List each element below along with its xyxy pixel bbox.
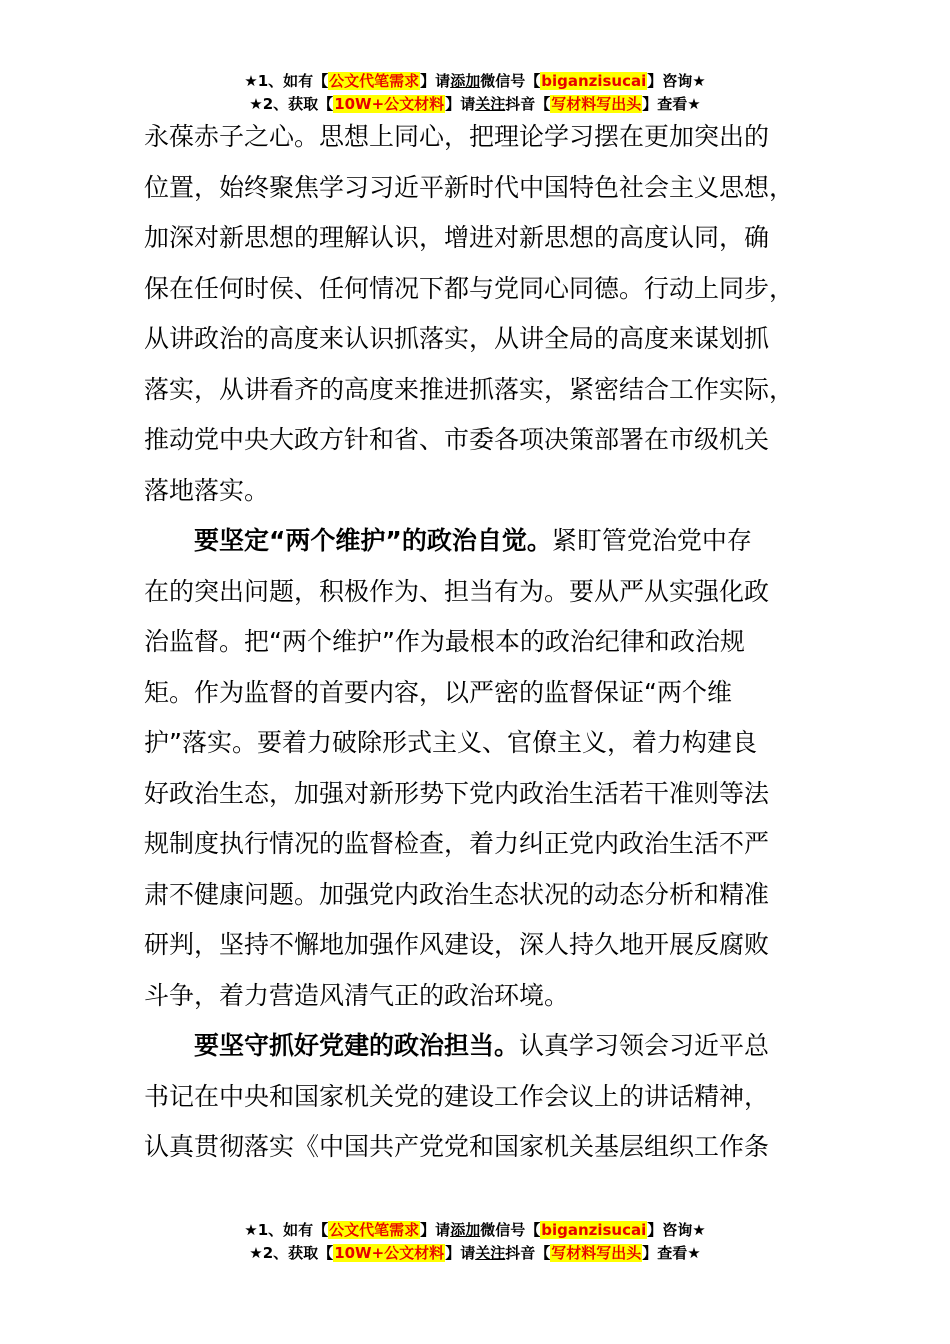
paragraph-first-line: 要坚守抓好党建的政治担当。认真学习领会习近平总 [194, 1031, 770, 1060]
banner-highlight: 写材料写出头 [551, 1244, 642, 1262]
paragraph-heading: 要坚守抓好党建的政治担当。 [194, 1031, 520, 1060]
text-line: 位置，始终聚焦学习习近平新时代中国特色社会主义思想， [144, 172, 795, 202]
text-line: 书记在中央和国家机关党的建设工作会议上的讲话精神， [144, 1081, 770, 1111]
banner-line-2: ★2、获取【10W+公文材料】请关注抖音【写材料写出头】查看★ [249, 1244, 701, 1262]
text-line: 斗争，着力营造风清气正的政治环境。 [144, 980, 570, 1010]
text-line: 护”落实。要着力破除形式主义、官僚主义，着力构建良 [144, 728, 757, 757]
text-line: 研判，坚持不懈地加强作风建设，深人持久地开展反腐败 [144, 930, 770, 959]
banner-highlight: 写材料写出头 [551, 95, 642, 113]
text-line: 推动党中央大政方针和省、市委各项决策部署在市级机关 [144, 425, 770, 454]
text-line: 落地落实。 [144, 475, 270, 505]
header-banner [0, 70, 950, 116]
text-line: 在的突出问题，积极作为、担当有为。要从严从实强化政 [144, 576, 770, 606]
banner-highlight: 10W+公文材料 [334, 1244, 445, 1262]
text-line: 保在任何时侯、任何情况下都与党同心同德。行动上同步， [144, 273, 795, 303]
text-line: 规制度执行情况的监督检查，着力纠正党内政治生活不严 [144, 829, 770, 858]
banner-line-1: ★1、如有【公文代笔需求】请添加微信号【biganzisucai】咨询★ [244, 1221, 706, 1239]
text-line: 永葆赤子之心。思想上同心，把理论学习摆在更加突出的 [144, 122, 770, 151]
text-line: 加深对新思想的理解认识，增进对新思想的高度认同，确 [144, 223, 770, 252]
banner-highlight: biganzisucai [541, 1221, 647, 1239]
footer-banner [0, 1219, 950, 1265]
paragraph-first-line: 要坚定“两个维护”的政治自觉。紧盯管党治党中存 [194, 526, 752, 555]
banner-highlight: 10W+公文材料 [334, 95, 445, 113]
banner-highlight: 公文代笔需求 [329, 1221, 420, 1239]
paragraph-heading: 要坚定“两个维护”的政治自觉。 [194, 526, 552, 555]
document-body [144, 112, 812, 1173]
text-line: 从讲政治的高度来认识抓落实，从讲全局的高度来谋划抓 [144, 324, 770, 353]
banner-line-2: ★2、获取【10W+公文材料】请关注抖音【写材料写出头】查看★ [249, 95, 701, 113]
text-line: 落实，从讲看齐的高度来推进抓落实，紧密结合工作实际， [144, 374, 795, 404]
text-line: 矩。作为监督的首要内容，以严密的监督保证“两个维 [144, 677, 732, 707]
text-line: 好政治生态，加强对新形势下党内政治生活若干准则等法 [144, 778, 770, 808]
banner-highlight: 公文代笔需求 [329, 72, 420, 90]
text-line: 肃不健康问题。加强党内政治生态状况的动态分析和精准 [144, 879, 770, 909]
text-line: 治监督。把“两个维护”作为最根本的政治纪律和政治规 [144, 627, 745, 656]
banner-highlight: biganzisucai [541, 72, 647, 90]
banner-line-1: ★1、如有【公文代笔需求】请添加微信号【biganzisucai】咨询★ [244, 72, 706, 90]
text-line: 认真贯彻落实《中国共产党党和国家机关基层组织工作条 [144, 1132, 770, 1161]
